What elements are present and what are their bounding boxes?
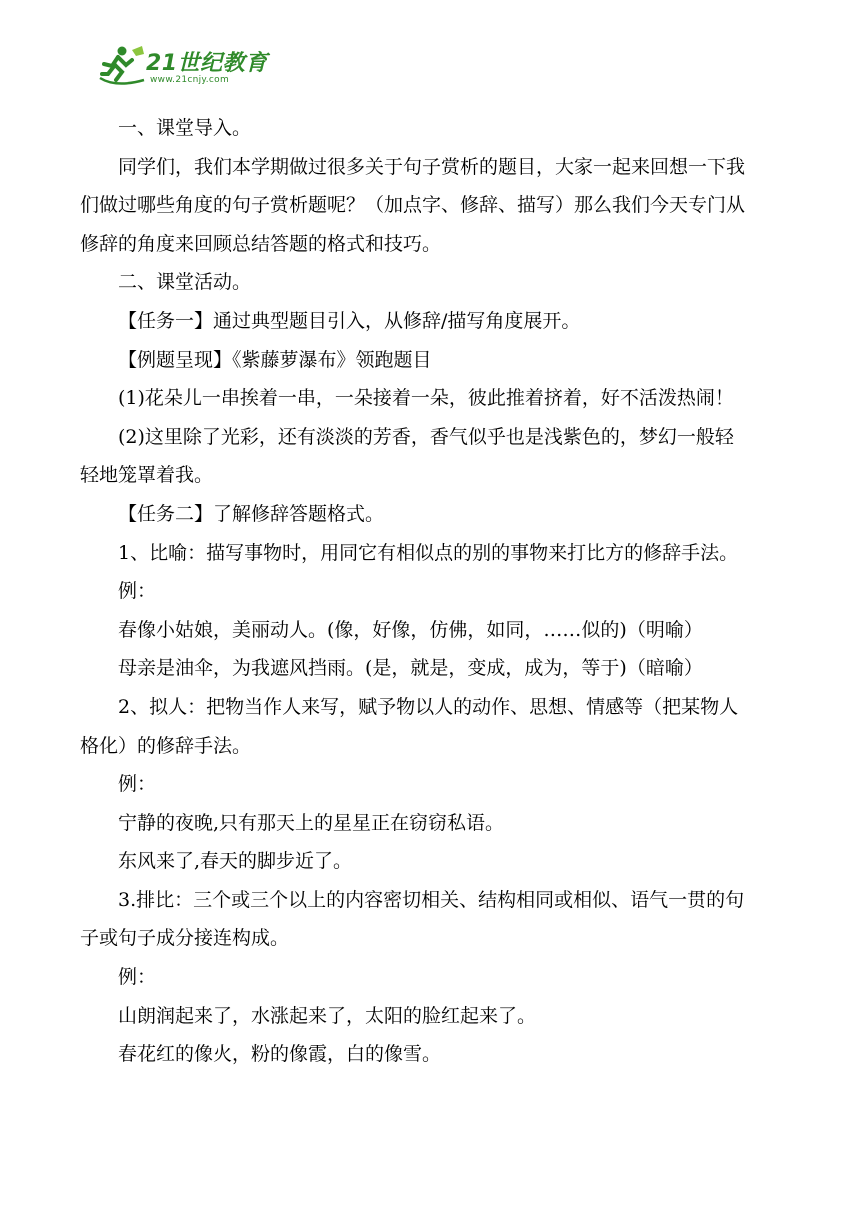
logo-url: www.21cnjy.com xyxy=(150,75,230,85)
text-line: 母亲是油伞，为我遮风挡雨。(是，就是，变成，成为，等于)（暗喻） xyxy=(118,657,703,680)
runner-logo-icon xyxy=(98,44,148,92)
text-line: 子或句子成分接连构成。 xyxy=(80,927,290,950)
text-line: 山朗润起来了，水涨起来了，太阳的脸红起来了。 xyxy=(118,1004,537,1027)
text-line: 春像小姑娘，美丽动人。(像，好像，仿佛，如同，……似的)（明喻） xyxy=(118,618,703,641)
text-line: 例： xyxy=(118,966,157,989)
text-line: 【例题呈现】《紫藤萝瀑布》领跑题目 xyxy=(118,348,432,371)
text-line: 1、比喻：描写事物时，用同它有相似点的别的事物来打比方的修辞手法。 xyxy=(118,541,739,564)
text-line: 们做过哪些角度的句子赏析题呢？（加点字、修辞、描写）那么我们今天专门从 xyxy=(80,194,746,217)
logo-text: 21世纪教育 xyxy=(146,51,268,76)
text-line: 【任务一】通过典型题目引入，从修辞/描写角度展开。 xyxy=(118,309,581,332)
text-line: 宁静的夜晚,只有那天上的星星正在窃窃私语。 xyxy=(118,811,505,834)
text-line: 修辞的角度来回顾总结答题的格式和技巧。 xyxy=(80,232,442,255)
text-line: 二、课堂活动。 xyxy=(118,271,252,294)
logo xyxy=(98,44,268,92)
document-body xyxy=(80,109,788,1074)
text-line: 例： xyxy=(118,580,157,603)
text-line: 【任务二】了解修辞答题格式。 xyxy=(118,502,385,525)
text-line: 格化）的修辞手法。 xyxy=(80,734,252,757)
text-line: 东风来了,春天的脚步近了。 xyxy=(118,850,353,873)
text-line: 3.排比：三个或三个以上的内容密切相关、结构相同或相似、语气一贯的句 xyxy=(118,888,745,911)
text-line: (1)花朵儿一串挨着一串，一朵接着一朵，彼此推着挤着，好不活泼热闹！ xyxy=(118,387,734,410)
text-line: 2、拟人：把物当作人来写，赋予物以人的动作、思想、情感等（把某物人 xyxy=(118,695,739,718)
text-line: 例： xyxy=(118,773,157,796)
text-line: 轻地笼罩着我。 xyxy=(80,464,214,487)
text-line: 一、课堂导入。 xyxy=(118,117,252,139)
text-line: 春花红的像火，粉的像霞，白的像雪。 xyxy=(118,1043,442,1066)
text-line: (2)这里除了光彩，还有淡淡的芳香，香气似乎也是浅紫色的，梦幻一般轻 xyxy=(118,425,734,448)
text-line: 同学们，我们本学期做过很多关于句子赏析的题目，大家一起来回想一下我 xyxy=(118,155,746,178)
